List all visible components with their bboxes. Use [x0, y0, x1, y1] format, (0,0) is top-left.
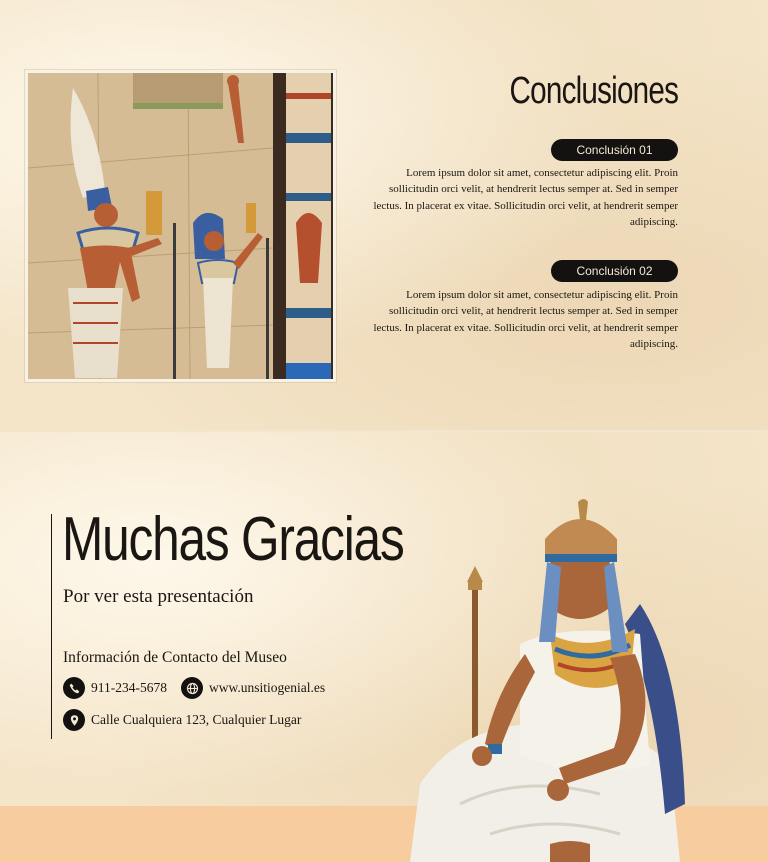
phone-number: 911-234-5678 — [91, 680, 167, 695]
conclusion-text-01: Lorem ipsum dolor sit amet, consectetur adipiscing elit. Proin sollicitudin orci velit, at hendrerit lectus semper at. Sed in semper lectus. In placerat ex vitae. Sollicitudin orci velit, at hendrerit semper adipiscing. — [373, 167, 678, 228]
phone-icon — [63, 677, 85, 699]
contact-phone[interactable] — [63, 677, 167, 699]
contact-heading: Información de Contacto del Museo — [63, 649, 287, 666]
conclusion-text-02: Lorem ipsum dolor sit amet, consectetur adipiscing elit. Proin sollicitudin orci velit, at hendrerit lectus semper at. Sed in semper lectus. In placerat ex vitae. Sollicitudin orci velit, at hendrerit semper adipiscing. — [373, 289, 678, 350]
conclusion-badge-02: Conclusión 02 — [551, 260, 678, 282]
contact-address[interactable] — [63, 709, 301, 731]
seated-pharaoh-illustration — [400, 484, 710, 862]
website-url: www.unsitiogenial.es — [209, 680, 326, 695]
slide-conclusiones — [0, 0, 768, 430]
thanks-subtitle: Por ver esta presentación — [63, 586, 254, 607]
thanks-title: Muchas Gracias — [62, 505, 404, 574]
slide-muchas-gracias — [0, 432, 768, 862]
address-text: Calle Cualquiera 123, Cualquier Lugar — [91, 712, 302, 727]
egyptian-relief-photo — [25, 70, 336, 382]
contact-website[interactable] — [181, 677, 325, 699]
location-pin-icon — [63, 709, 85, 731]
globe-icon — [181, 677, 203, 699]
conclusion-badge-01: Conclusión 01 — [551, 139, 678, 161]
page-title: Conclusiones — [509, 70, 678, 112]
vertical-divider — [51, 514, 52, 739]
